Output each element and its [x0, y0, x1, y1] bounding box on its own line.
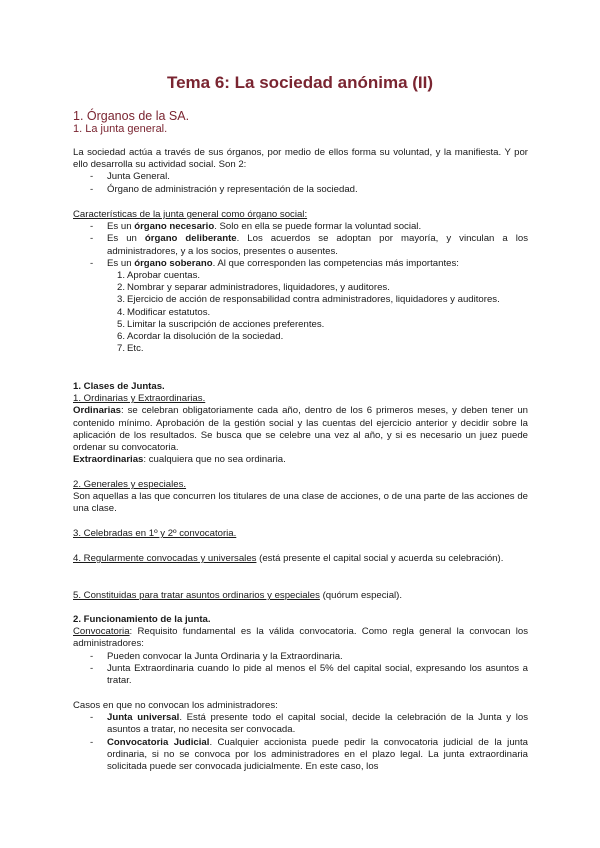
- list-item: 1. Aprobar cuentas.: [116, 270, 201, 282]
- list-item: - Pueden convocar la Junta Ordinaria y la Extraordinaria.: [73, 651, 528, 663]
- list-item: - Es un órgano deliberante. Los acuerdos se adoptan por mayoría, y vinculan a los administradores, y a los socios, presentes o ausentes.: [73, 233, 528, 257]
- regularmente-paragraph: 4. Regularmente convocadas y universales (está presente el capital social y acuerda su celebración).: [73, 553, 504, 564]
- convocatoria-paragraph: Convocatoria: Requisito fundamental es la válida convocatoria. Como regla general la convocan los administradores:: [73, 626, 528, 650]
- list-item: - Es un órgano soberano. Al que corresponden las competencias más importantes:: [73, 258, 528, 270]
- characteristics-title: Características de la junta general como órgano social:: [73, 209, 308, 220]
- funcionamiento-heading: 2. Funcionamiento de la junta.: [73, 614, 211, 625]
- characteristics-list: [73, 221, 528, 270]
- intro-paragraph: La sociedad actúa a través de sus órganos, por medio de ellos forma su voluntad, y la manifiesta. Y por ello desarrolla su actividad social. Son 2:: [73, 147, 528, 171]
- celebradas-block: [73, 528, 528, 540]
- casos-intro: Casos en que no convocan los administradores:: [73, 700, 278, 711]
- constituidas-paragraph: 5. Constituidas para tratar asuntos ordinarios y especiales (quórum especial).: [73, 590, 403, 601]
- section-subheading: 1. La junta general.: [73, 123, 168, 135]
- clases-block: [73, 381, 528, 466]
- clases-heading: 1. Clases de Juntas.: [73, 381, 165, 392]
- ordinarias-paragraph: Ordinarias: se celebran obligatoriamente cada año, dentro de los 6 primeros meses, y deben tener un contenido mínimo. Aprobación de la gestión social y las cuentas del ejercicio anterior y decidir sobre la aplicación de los resultados. Se busca que se celebre una vez al año, y si es necesario un juez puede ordenar su convocatoria.: [73, 405, 528, 454]
- list-item: 4. Modificar estatutos.: [116, 306, 211, 318]
- extraordinarias-paragraph: Extraordinarias: cualquiera que no sea ordinaria.: [73, 454, 286, 466]
- intro-block: [73, 147, 528, 196]
- section-heading: 1. Órganos de la SA.: [73, 109, 190, 123]
- list-item: 7. Etc.: [116, 343, 144, 355]
- characteristics-block: [73, 209, 528, 355]
- constituidas-block: [73, 590, 528, 602]
- list-item: 5. Limitar la suscripción de acciones preferentes.: [116, 318, 325, 330]
- clases-sub3: 3. Celebradas en 1º y 2º convocatoria.: [73, 528, 237, 539]
- funcionamiento-block: [73, 614, 528, 687]
- casos-block: [73, 700, 528, 773]
- generales-block: [73, 479, 528, 516]
- convocatoria-list: [73, 651, 528, 688]
- list-item: 3. Ejercicio de acción de responsabilidad contra administradores, liquidadores y auditores.: [116, 294, 500, 306]
- competencies-list: [73, 270, 528, 355]
- clases-sub1: 1. Ordinarias y Extraordinarias.: [73, 393, 206, 405]
- organs-list: [73, 171, 528, 195]
- document-title: Tema 6: La sociedad anónima (II): [166, 73, 434, 92]
- list-item: - Junta General.: [73, 171, 528, 183]
- list-item: 2. Nombrar y separar administradores, liquidadores, y auditores.: [116, 282, 390, 294]
- casos-list: [73, 712, 528, 773]
- list-item: 6. Acordar la disolución de la sociedad.: [116, 331, 284, 343]
- clases-sub2: 2. Generales y especiales.: [73, 479, 187, 490]
- generales-paragraph: Son aquellas a las que concurren los titulares de una clase de acciones, o de una parte de las acciones de una clase.: [73, 491, 528, 515]
- regularmente-block: [73, 553, 528, 565]
- list-item: - Órgano de administración y representación de la sociedad.: [73, 184, 528, 196]
- list-item: - Es un órgano necesario. Solo en ella se puede formar la voluntad social.: [73, 221, 528, 233]
- list-item: - Junta Extraordinaria cuando lo pide al menos el 5% del capital social, expresando los asuntos a tratar.: [73, 663, 528, 687]
- list-item: - Convocatoria Judicial. Cualquier accionista puede pedir la convocatoria judicial de la junta ordinaria, si no se convoca por los administradores en el plazo legal. La junta extraordinaria solicitada puede ser convocada judicialmente. En este caso, los: [73, 737, 528, 774]
- list-item: - Junta universal. Está presente todo el capital social, decide la celebración de la Junta y los asuntos a tratar, no necesita ser convocada.: [73, 712, 528, 736]
